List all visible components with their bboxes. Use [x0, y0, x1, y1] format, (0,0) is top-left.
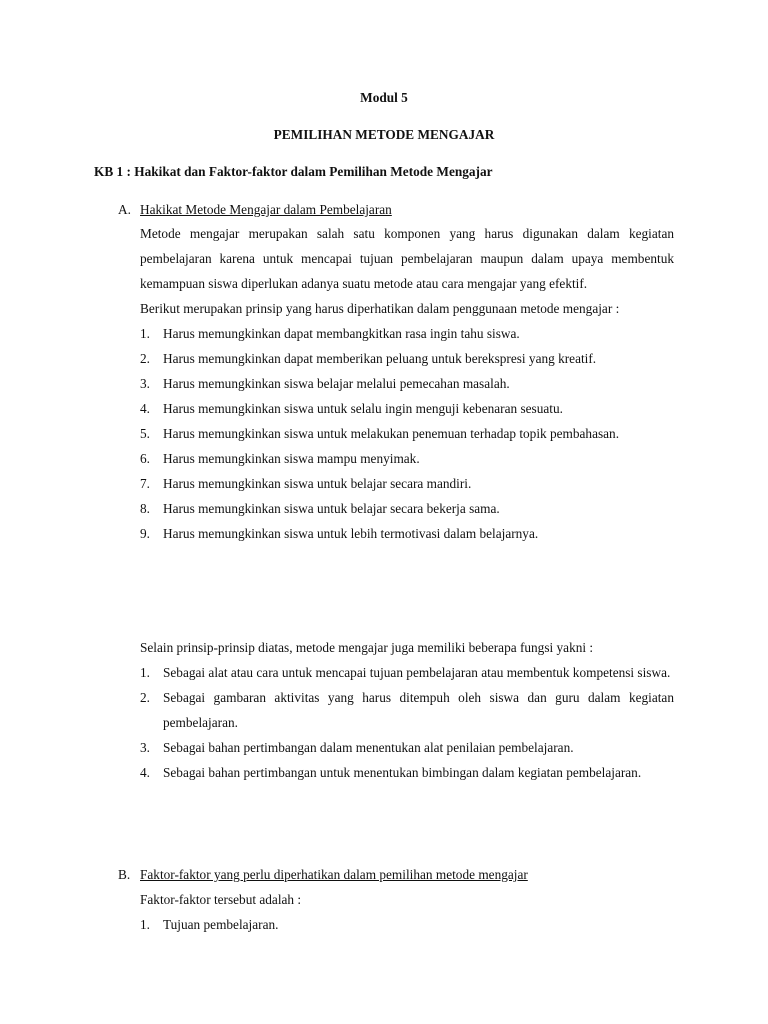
list-number: 3.	[140, 376, 150, 391]
list-text: Harus memungkinkan siswa belajar melalui pemecahan masalah.	[163, 376, 510, 391]
list-number: 1.	[140, 917, 150, 932]
list-item	[140, 760, 674, 785]
list-item	[140, 396, 674, 421]
list-item	[140, 912, 674, 937]
list-text: Sebagai bahan pertimbangan untuk menentukan bimbingan dalam kegiatan pembelajaran.	[163, 765, 642, 780]
list-text: Harus memungkinkan siswa untuk belajar secara bekerja sama.	[163, 501, 500, 516]
list-number: 5.	[140, 426, 150, 441]
section-b-letter: B.	[118, 867, 131, 882]
list-number: 1.	[140, 665, 150, 680]
list-number: 1.	[140, 326, 150, 341]
list-item	[140, 660, 674, 685]
section-a-paragraph-2: Berikut merupakan prinsip yang harus diperhatikan dalam penggunaan metode mengajar :	[140, 301, 620, 316]
kb-heading: KB 1 : Hakikat dan Faktor-faktor dalam Pemilihan Metode Mengajar	[94, 164, 493, 179]
list-text: Harus memungkinkan siswa untuk belajar secara mandiri.	[163, 476, 472, 491]
list-item	[140, 346, 674, 371]
section-b-title: Faktor-faktor yang perlu diperhatikan dalam pemilihan metode mengajar	[140, 867, 528, 882]
page-title: PEMILIHAN METODE MENGAJAR	[273, 127, 495, 142]
list-item	[140, 521, 674, 546]
list-number: 4.	[140, 401, 150, 416]
list-number: 2.	[140, 690, 150, 705]
list-number: 8.	[140, 501, 150, 516]
list-number: 3.	[140, 740, 150, 755]
list-item	[140, 446, 674, 471]
list-text: Harus memungkinkan siswa untuk selalu ingin menguji kebenaran sesuatu.	[163, 401, 563, 416]
list-number: 9.	[140, 526, 150, 541]
list-number: 2.	[140, 351, 150, 366]
list-number: 4.	[140, 765, 150, 780]
section-a-title: Hakikat Metode Mengajar dalam Pembelajaran	[140, 202, 392, 217]
list-text: Tujuan pembelajaran.	[163, 917, 279, 932]
list-text: Sebagai bahan pertimbangan dalam menentukan alat penilaian pembelajaran.	[163, 740, 574, 755]
factors-list	[140, 912, 674, 937]
section-a-heading	[118, 197, 392, 222]
list-item	[140, 735, 674, 760]
section-b-intro: Faktor-faktor tersebut adalah :	[140, 892, 302, 907]
list-item	[140, 496, 674, 521]
list-text: Harus memungkinkan dapat membangkitkan rasa ingin tahu siswa.	[163, 326, 520, 341]
list-text: Sebagai gambaran aktivitas yang harus ditempuh oleh siswa dan guru dalam kegiatan pembelajaran.	[163, 690, 674, 730]
list-text: Harus memungkinkan siswa mampu menyimak.	[163, 451, 420, 466]
list-item	[140, 371, 674, 396]
list-text: Harus memungkinkan siswa untuk melakukan penemuan terhadap topik pembahasan.	[163, 426, 620, 441]
list-number: 6.	[140, 451, 150, 466]
functions-block	[140, 635, 674, 785]
section-a-body	[140, 221, 674, 546]
list-item	[140, 321, 674, 346]
list-item	[140, 471, 674, 496]
section-a-paragraph-1: Metode mengajar merupakan salah satu komponen yang harus digunakan dalam kegiatan pembelajaran karena untuk mencapai tujuan pembelajaran maupun dalam upaya membentuk kemampuan siswa diperlukan adanya suatu metode atau cara mengajar yang efektif.	[140, 226, 674, 291]
section-b-body	[140, 887, 674, 937]
functions-intro: Selain prinsip-prinsip diatas, metode mengajar juga memiliki beberapa fungsi yakni :	[140, 640, 594, 655]
list-text: Harus memungkinkan dapat memberikan peluang untuk berekspresi yang kreatif.	[163, 351, 597, 366]
list-number: 7.	[140, 476, 150, 491]
list-item	[140, 421, 674, 446]
list-text: Sebagai alat atau cara untuk mencapai tujuan pembelajaran atau membentuk kompetensi siswa.	[163, 665, 671, 680]
section-a-letter: A.	[118, 202, 131, 217]
list-item	[140, 685, 674, 735]
principles-list	[140, 321, 674, 546]
module-label: Modul 5	[360, 90, 408, 105]
functions-list	[140, 660, 674, 785]
section-b-heading	[118, 862, 528, 887]
list-text: Harus memungkinkan siswa untuk lebih termotivasi dalam belajarnya.	[163, 526, 539, 541]
